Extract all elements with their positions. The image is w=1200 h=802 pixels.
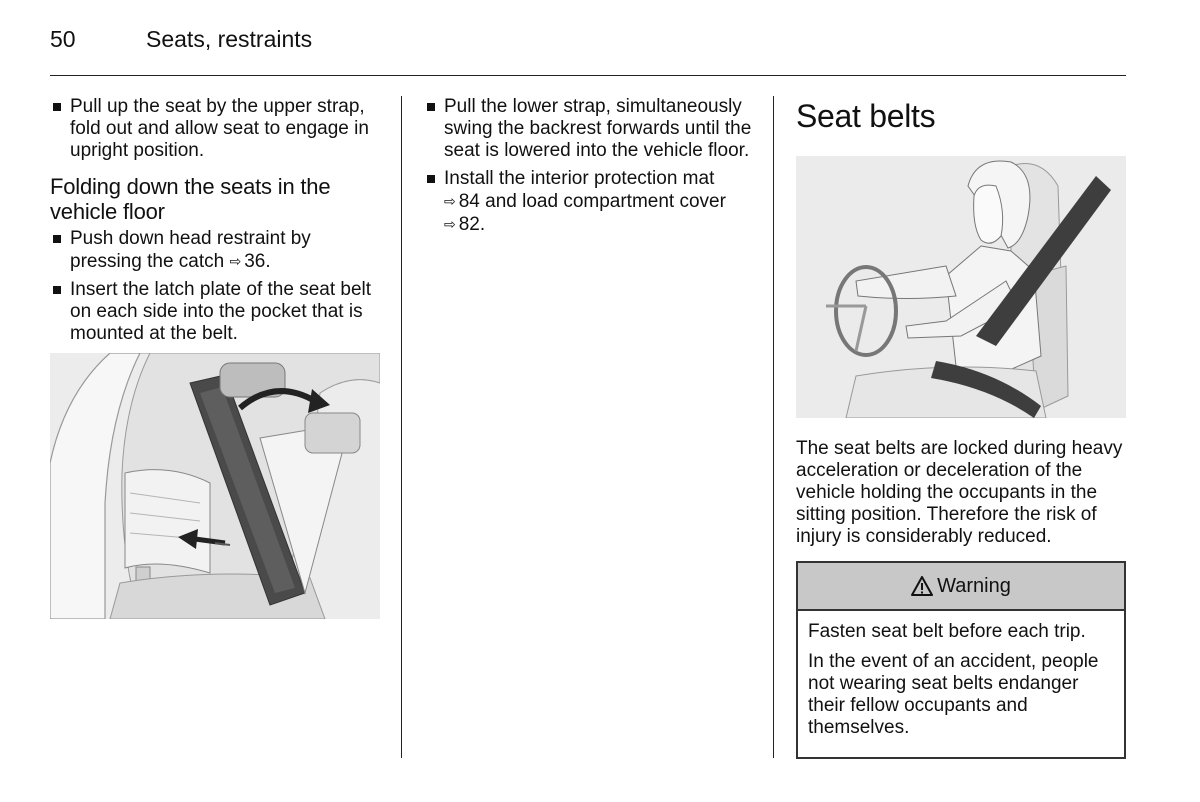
header-divider (50, 75, 1126, 76)
subheading: Folding down the seats in the vehicle floor (50, 174, 331, 224)
cross-reference-arrow-icon: ⇨ (444, 216, 456, 232)
bullet-text: Pull up the seat by the upper strap, fold out and allow seat to engage in upright position. (70, 96, 369, 161)
page-reference: 84 and load compartment cover (458, 191, 726, 212)
bullet-icon (53, 286, 61, 294)
warning-box (796, 561, 1126, 759)
page-reference: 36. (244, 251, 271, 272)
warning-triangle-icon (911, 576, 933, 596)
bullet-item (424, 96, 754, 162)
bullet-icon (427, 103, 435, 111)
cross-reference-arrow-icon: ⇨ (229, 253, 242, 269)
page-reference: 82. (458, 214, 486, 235)
bullet-text: Pull the lower strap, simultaneously swing the backrest forwards until the seat is lowered into the vehicle floor. (444, 96, 752, 161)
warning-body (798, 611, 1124, 757)
column-right (796, 96, 1126, 759)
bullet-item (50, 279, 382, 345)
column-divider (401, 96, 402, 758)
cross-reference-arrow-icon: ⇨ (444, 193, 456, 209)
page-header (50, 26, 1126, 56)
bullet-icon (53, 235, 61, 243)
bullet-text: Install the interior protection mat (444, 168, 715, 189)
warning-text: Fasten seat belt before each trip. (808, 621, 1086, 642)
bullet-item (50, 228, 382, 273)
page-number: 50 (50, 26, 76, 52)
section-title: Seats, restraints (146, 26, 313, 52)
warning-text: In the event of an accident, people not wearing seat belts endanger their fellow occupants and themselves. (808, 651, 1099, 738)
warning-header (798, 563, 1124, 611)
bullet-text: Insert the latch plate of the seat belt on each side into the pocket that is mounted at the belt. (70, 279, 372, 344)
bullet-icon (427, 175, 435, 183)
column-middle (424, 96, 754, 242)
bullet-item (50, 96, 382, 162)
illustration-driver-seat-belt (796, 156, 1126, 418)
bullet-item (424, 168, 754, 236)
bullet-icon (53, 103, 61, 111)
warning-title: Warning (937, 574, 1011, 597)
illustration-rear-seat-fold (50, 353, 380, 619)
column-left (50, 96, 382, 619)
body-paragraph: The seat belts are locked during heavy acceleration or deceleration of the vehicle holding the occupants in the sitting position. Therefore the risk of injury is considerably reduced. (796, 438, 1123, 547)
column-divider (773, 96, 774, 758)
bullet-text: Push down head restraint by pressing the catch (70, 228, 311, 272)
section-heading: Seat belts (796, 98, 936, 134)
